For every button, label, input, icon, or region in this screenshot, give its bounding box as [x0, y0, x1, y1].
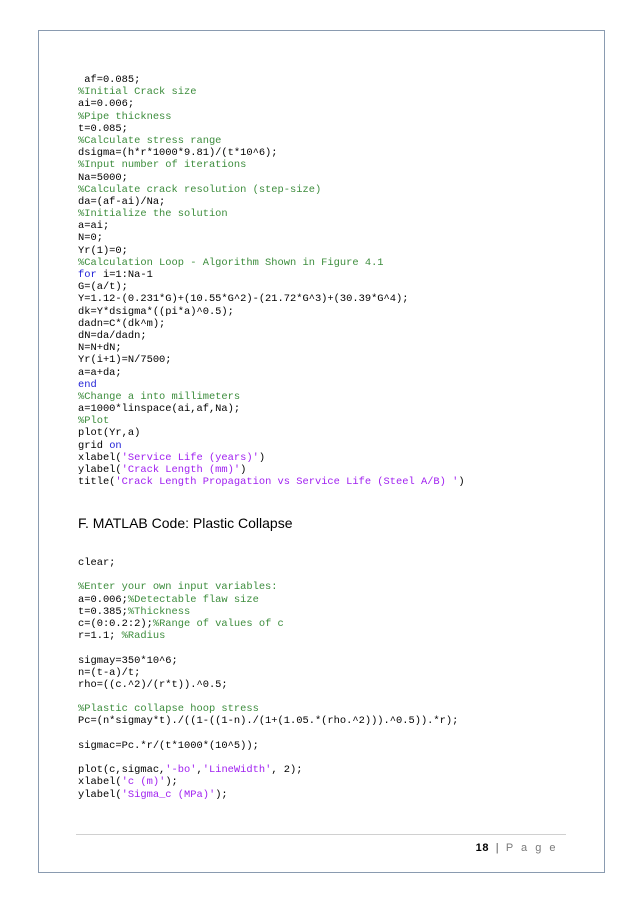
code-token-code: ylabel( — [78, 464, 122, 476]
code-line: N=0; — [78, 232, 103, 245]
page-number: 18 — [475, 842, 490, 854]
footer-separator: | — [495, 842, 500, 854]
code-line: %Input number of iterations — [78, 159, 247, 172]
code-token-string: 'Crack Length Propagation vs Service Life (Steel A/B) ' — [115, 476, 459, 489]
code-line — [78, 269, 465, 281]
code-token-code: ) — [258, 451, 266, 464]
code-token-code: xlabel( — [78, 776, 122, 789]
code-line — [78, 752, 458, 764]
code-token-code: plot(c,sigmac, — [78, 764, 166, 777]
code-token-code: ) — [458, 476, 465, 489]
code-line — [78, 618, 458, 630]
code-line: ai=0.006; — [78, 98, 135, 111]
code-line — [78, 476, 465, 488]
code-line: %Initial Crack size — [78, 86, 197, 99]
code-line: %Enter your own input variables: — [78, 581, 278, 594]
page-word: P a g e — [505, 842, 558, 854]
code-line — [78, 789, 458, 801]
code-token-code: grid — [78, 439, 110, 452]
code-token-code: i=1:Na-1 — [96, 269, 153, 281]
page-footer — [476, 842, 558, 854]
code-line — [78, 764, 458, 776]
code-line — [78, 440, 465, 452]
code-line: %Change a into millimeters — [78, 390, 241, 403]
code-token-code: t=0.385; — [78, 605, 128, 618]
code-line: %Initialize the solution — [78, 208, 228, 221]
code-line: Na=5000; — [78, 171, 128, 184]
code-token-code: ylabel( — [78, 788, 122, 801]
code-line: %Calculation Loop - Algorithm Shown in Figure 4.1 — [78, 256, 384, 269]
code-token-string: 'Crack Length (mm)' — [121, 464, 241, 476]
code-line — [78, 452, 465, 464]
code-token-string: 'c (m)' — [121, 776, 166, 789]
code-token-code: title( — [78, 476, 116, 489]
code-token-code: c=(0:0.2:2); — [78, 617, 153, 630]
code-line — [78, 642, 458, 654]
code-line — [78, 464, 465, 476]
code-line: af=0.085; — [78, 74, 141, 86]
code-token-code: ) — [240, 464, 247, 476]
section-heading: F. MATLAB Code: Plastic Collapse — [78, 515, 293, 531]
code-token-keyword: on — [109, 439, 122, 452]
code-line: t=0.085; — [78, 122, 128, 135]
code-token-string: 'LineWidth' — [202, 764, 272, 777]
code-line: n=(t-a)/t; — [78, 666, 141, 679]
code-line: %Calculate crack resolution (step-size) — [78, 183, 322, 196]
code-line: a=ai; — [78, 220, 110, 233]
code-line: rho=((c.^2)/(r*t)).^0.5; — [78, 678, 228, 691]
code-line — [78, 606, 458, 618]
code-line: a=a+da; — [78, 366, 122, 379]
code-line: Pc=(n*sigmay*t)./((1-((1-n)./(1+(1.05.*(rho.^2))).^0.5)).*r); — [78, 715, 459, 728]
code-line: dk=Y*dsigma*((pi*a)^0.5); — [78, 305, 234, 318]
code-line: Y=1.12-(0.231*G)+(10.55*G^2)-(21.72*G^3)+(30.39*G^4); — [78, 293, 409, 306]
code-line — [78, 569, 458, 581]
code-line: da=(af-ai)/Na; — [78, 195, 166, 208]
code-line: %Calculate stress range — [78, 134, 222, 147]
code-line: %Plastic collapse hoop stress — [78, 703, 259, 716]
code-token-code: , — [196, 764, 203, 777]
code-block-plastic-collapse — [78, 557, 458, 801]
code-line: dN=da/dadn; — [78, 329, 147, 342]
code-line: plot(Yr,a) — [78, 427, 141, 440]
code-line: sigmac=Pc.*r/(t*1000*(10^5)); — [78, 739, 259, 752]
code-token-code: a=0.006; — [78, 593, 128, 606]
code-line: N=N+dN; — [78, 342, 122, 355]
code-token-code: , 2); — [271, 764, 303, 777]
code-line — [78, 776, 458, 788]
code-token-comment: %Thickness — [127, 605, 191, 618]
code-line: Yr(i+1)=N/7500; — [78, 354, 172, 367]
code-token-string: 'Service Life (years)' — [121, 451, 259, 464]
code-line — [78, 728, 458, 740]
code-token-code: xlabel( — [78, 451, 122, 464]
code-line: end — [78, 378, 97, 391]
code-token-comment: %Radius — [121, 630, 166, 643]
code-block-crack-propagation — [78, 74, 465, 488]
code-line: sigmay=350*10^6; — [78, 654, 178, 667]
code-token-comment: %Range of values of c — [152, 617, 284, 630]
code-token-code: ); — [165, 776, 178, 789]
code-token-code: r=1.1; — [78, 630, 122, 643]
code-line — [78, 630, 458, 642]
code-line — [78, 691, 458, 703]
code-line: %Pipe thickness — [78, 110, 172, 123]
code-token-code: ); — [215, 788, 228, 801]
code-line: %Plot — [78, 415, 110, 428]
code-line: G=(a/t); — [78, 281, 128, 294]
code-line: dsigma=(h*r*1000*9.81)/(t*10^6); — [78, 147, 278, 160]
code-line: dadn=C*(dk^m); — [78, 317, 166, 330]
code-token-string: '-bo' — [165, 764, 197, 777]
code-token-comment: %Detectable flaw size — [127, 593, 259, 606]
code-line: a=1000*linspace(ai,af,Na); — [78, 403, 241, 416]
code-line: Yr(1)=0; — [78, 244, 128, 257]
code-token-string: 'Sigma_c (MPa)' — [121, 788, 216, 801]
code-line: clear; — [78, 557, 116, 569]
footer-rule — [76, 834, 566, 835]
code-token-keyword: for — [78, 269, 97, 281]
code-line — [78, 594, 458, 606]
